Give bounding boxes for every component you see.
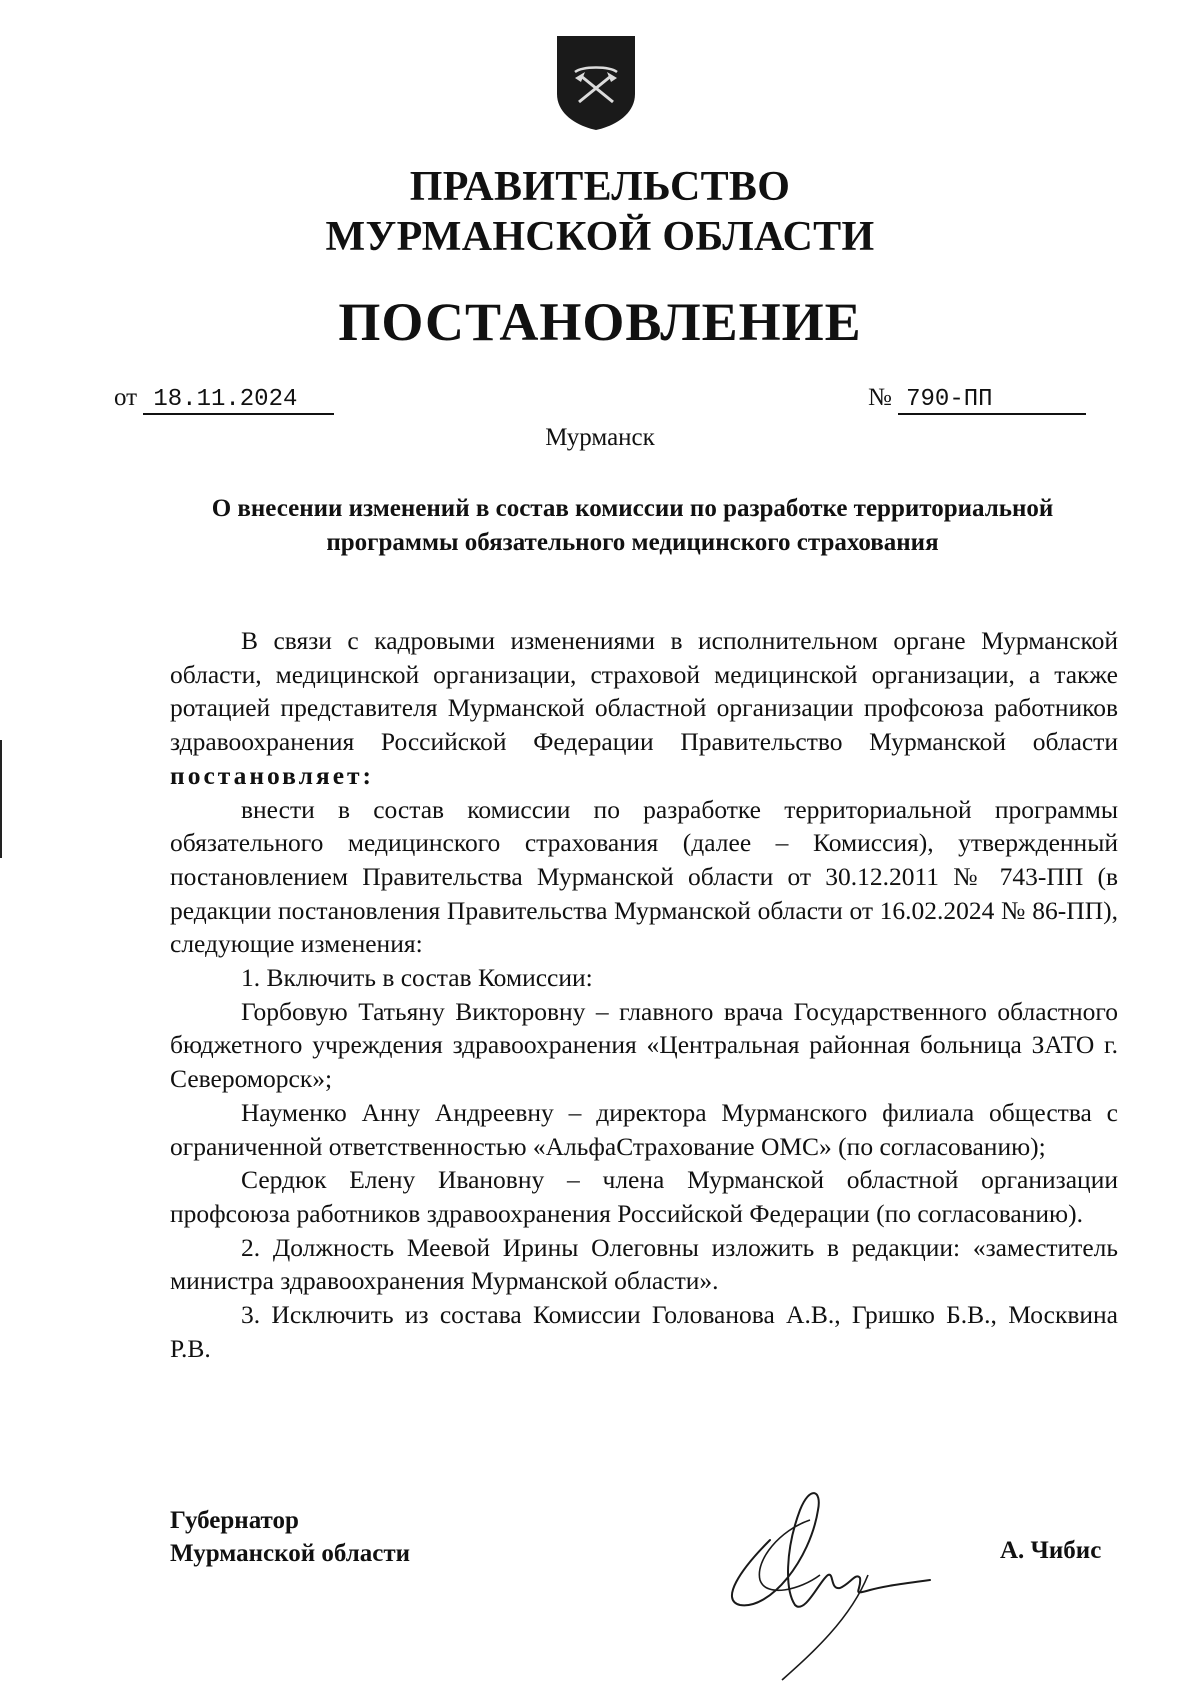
paragraph: 2. Должность Меевой Ирины Олеговны изложить в редакции: «заместитель министра здравоохранения Мурманской области». [170, 1232, 1118, 1296]
paragraph-text: В связи с кадровыми изменениями в исполнительном органе Мурманской области, медицинской организации, страховой медицинской организации, а также ротацией представителя Мурманской областной организации профсоюза работников здравоохранения Российской Федерации Правительство Мурманской области [170, 626, 1118, 757]
document-title: О внесении изменений в состав комиссии по разработке территориальной программы обязательного медицинского страхования [211, 495, 1054, 556]
paragraph: Горбовую Татьяну Викторовну – главного врача Государственного областного бюджетного учреждения здравоохранения «Центральная районная больница ЗАТО г. Североморск»; [170, 996, 1118, 1094]
paragraph: Науменко Анну Андреевну – директора Мурманского филиала общества с ограниченной ответственностью «АльфаСтрахование ОМС» (по согласованию); [170, 1097, 1118, 1161]
paragraph: 1. Включить в состав Комиссии: [241, 963, 593, 993]
paragraph: Сердюк Елену Ивановну – члена Мурманской областной организации профсоюза работников здравоохранения Российской Федерации (по согласованию). [170, 1165, 1118, 1228]
document-body [170, 624, 1118, 1365]
resolution-keyword: постановляет: [170, 760, 375, 790]
city: Мурманск [545, 424, 655, 451]
date-prefix: от [114, 384, 138, 411]
handwritten-signature [700, 1480, 940, 1685]
paragraph: внести в состав комиссии по разработке территориальной программы обязательного медицинского страхования (далее – Комиссия), утвержденный постановлением Правительства Мурманской области от 30.12.2011 № 743-ПП (в редакции постановления Правительства Мурманской области от 16.02.2024 № 86-ПП), следующие изменения: [170, 794, 1118, 959]
date-value: 18.11.2024 [143, 386, 334, 415]
government-name [0, 162, 1200, 262]
document-date [114, 384, 334, 415]
government-line-1: ПРАВИТЕЛЬСТВО [409, 164, 791, 210]
document-number [868, 384, 1086, 415]
signatory-name: А. Чибис [1000, 1537, 1102, 1564]
government-line-2: МУРМАНСКОЙ ОБЛАСТИ [325, 214, 875, 260]
paragraph [170, 624, 1118, 793]
scan-edge-mark [0, 740, 2, 858]
coat-of-arms-icon [553, 32, 639, 132]
signatory-title [170, 1504, 410, 1570]
number-prefix: № [868, 384, 892, 411]
paragraph: 3. Исключить из состава Комиссии Голованова А.В., Гришко Б.В., Москвина Р.В. [170, 1300, 1118, 1363]
number-value: 790-ПП [898, 386, 1086, 415]
document-type: ПОСТАНОВЛЕНИЕ [338, 292, 862, 352]
signatory-title-line-2: Мурманской области [170, 1540, 411, 1567]
signatory-title-line-1: Губернатор [170, 1507, 299, 1534]
